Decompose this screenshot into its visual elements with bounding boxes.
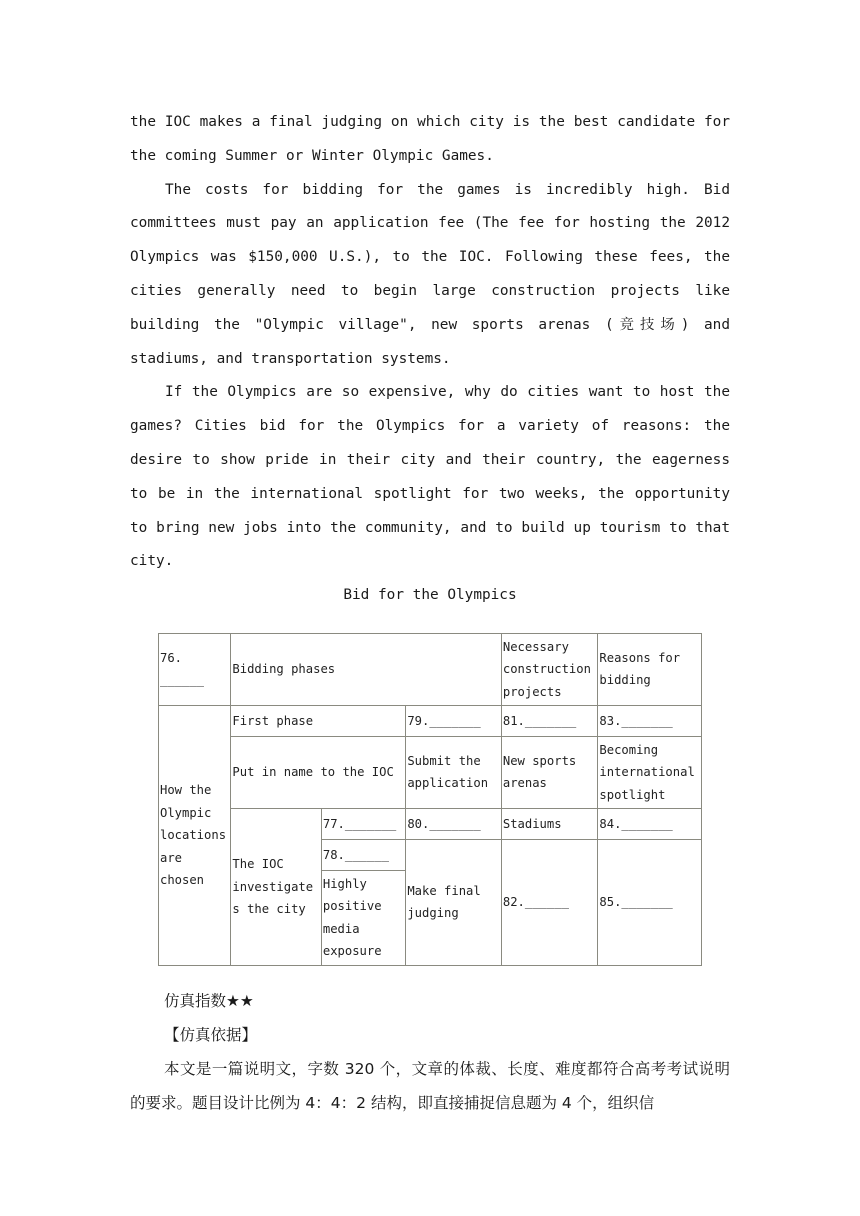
rating-line: 仿真指数★★ [164, 991, 254, 1010]
paragraph-3: If the Olympics are so expensive, why do cities want to host the games? Cities bid for the Olympics for a variety of reasons: the desire to show pride in their city and their country, the eagerness to be in the international spotlight for two weeks, the opportunity to bring new jobs into the community, and to build up tourism to that city. [130, 384, 730, 570]
header-necessary-projects: Necessary construction projects [501, 633, 598, 705]
how-locations-chosen: How the Olympic locations are chosen [159, 705, 231, 965]
blank-85: 85._______ [598, 839, 702, 965]
highly-positive-exposure: Highly positive media exposure [321, 870, 405, 965]
blank-79: 79._______ [406, 705, 502, 736]
paragraph-1: the IOC makes a final judging on which city is the best candidate for the coming Summer or Winter Olympic Games. [130, 114, 730, 164]
put-in-name: Put in name to the IOC [231, 736, 406, 808]
blank-83: 83._______ [598, 705, 702, 736]
header-reasons: Reasons for bidding [598, 633, 702, 705]
header-bidding-phases: Bidding phases [231, 633, 501, 705]
document-page [130, 106, 730, 1120]
blank-81: 81._______ [501, 705, 598, 736]
ioc-investigates: The IOC investigates the city [231, 808, 321, 965]
make-final-judging: Make final judging [406, 839, 502, 965]
basis-text: 本文是一篇说明文，字数 320 个，文章的体裁、长度、难度都符合高考考试说明的要求。题目设计比例为 4：4：2 结构，即直接捕捉信息题为 4 个，组织信 [130, 1059, 730, 1112]
becoming-spotlight: Becoming international spotlight [598, 736, 702, 808]
blank-84: 84._______ [598, 808, 702, 839]
basis-title: 【仿真依据】 [164, 1025, 258, 1044]
new-sports-arenas: New sports arenas [501, 736, 598, 808]
submit-application: Submit the application [406, 736, 502, 808]
blank-80: 80._______ [406, 808, 502, 839]
stadiums: Stadiums [501, 808, 598, 839]
blank-76: 76. ______ [159, 633, 231, 705]
blank-77: 77._______ [321, 808, 405, 839]
paragraph-2: The costs for bidding for the games is incredibly high. Bid committees must pay an application fee (The fee for hosting the 2012 Olympics was $150,000 U.S.), to the IOC. Following these fees, the cities generally need to begin large construction projects like building the "Olympic village", new sports arenas (竞技场) and stadiums, and transportation systems. [130, 181, 730, 367]
blank-78: 78.______ [321, 839, 405, 870]
bid-table [158, 633, 702, 966]
blank-82: 82.______ [501, 839, 598, 965]
first-phase: First phase [231, 705, 406, 736]
table-title: Bid for the Olympics [343, 587, 517, 604]
